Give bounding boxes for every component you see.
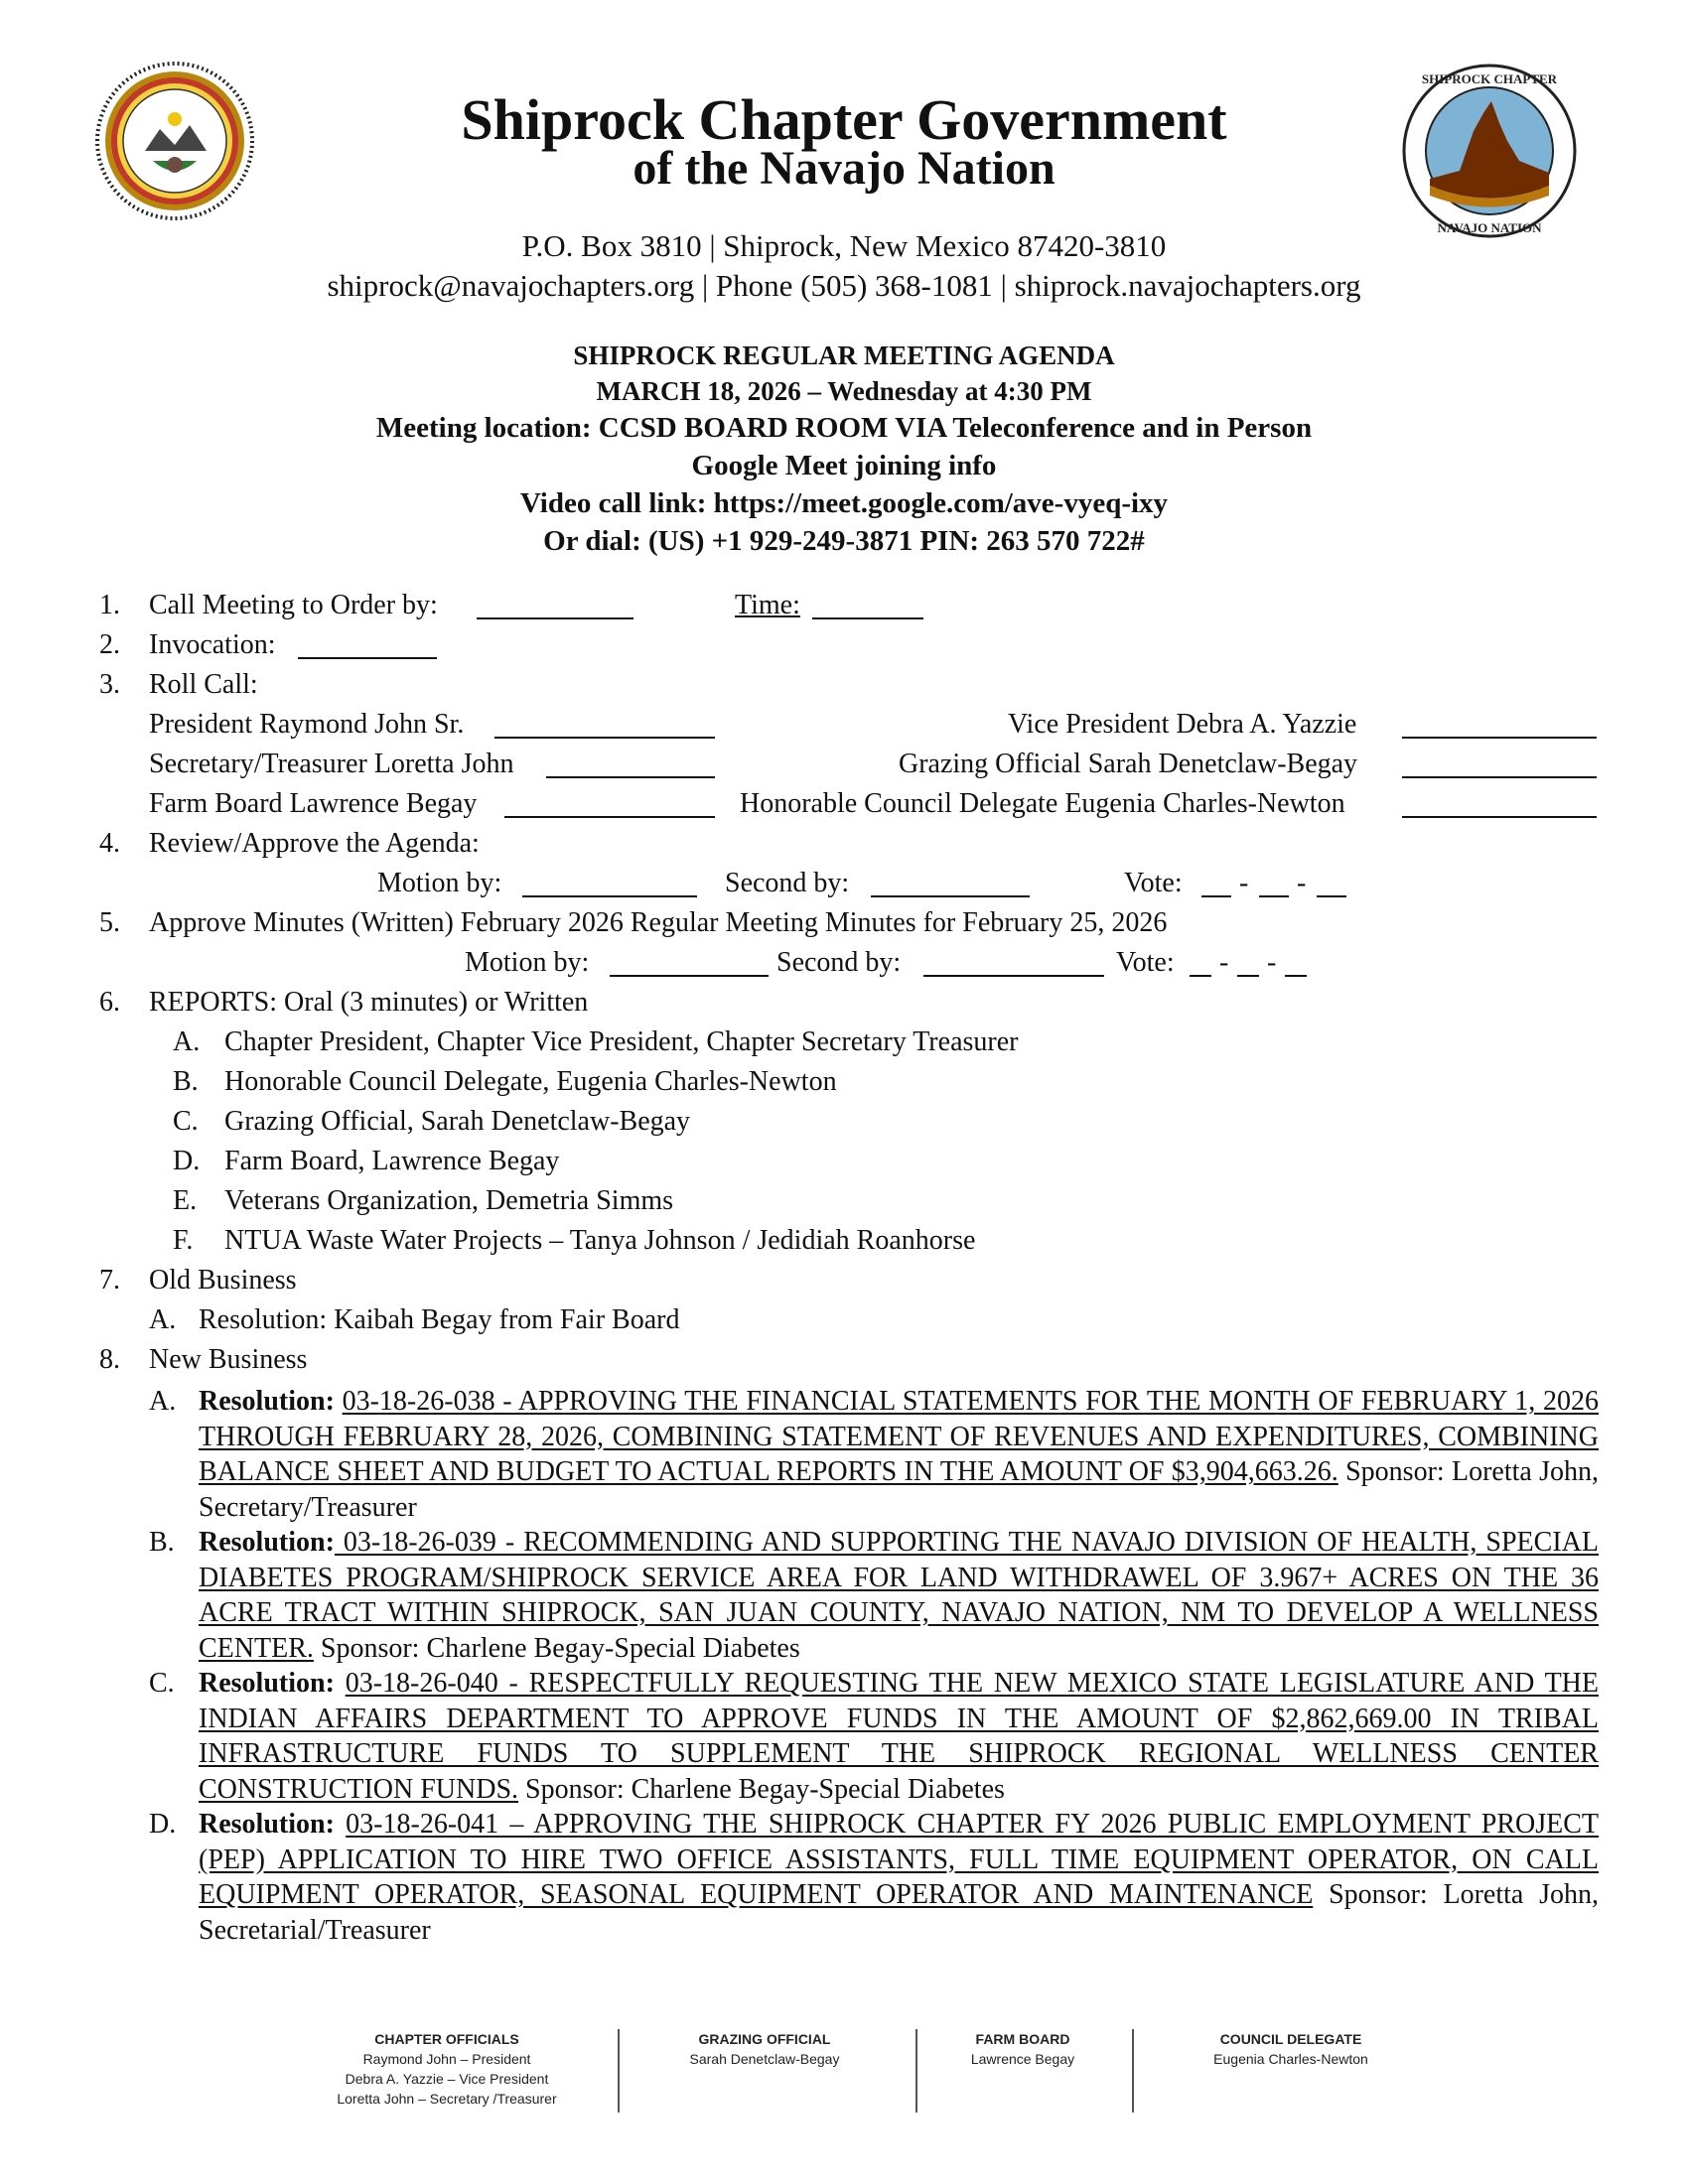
- old-business-text: Resolution: Kaibah Begay from Fair Board: [199, 1304, 680, 1335]
- roll-vice-president: Vice President Debra A. Yazzie: [1008, 709, 1357, 740]
- report-letter: D.: [173, 1146, 201, 1176]
- report-text: Honorable Council Delegate, Eugenia Charles-Newton: [224, 1066, 837, 1097]
- resolution-label: Resolution:: [199, 1668, 335, 1699]
- footer-heading: CHAPTER OFFICIALS: [374, 2031, 519, 2047]
- agenda-title: SHIPROCK REGULAR MEETING AGENDA: [573, 341, 1115, 370]
- item-number: 6.: [99, 987, 120, 1018]
- roll-call-row-2: [99, 745, 1599, 784]
- report-letter: F.: [173, 1225, 194, 1256]
- dial-in-info: Or dial: (US) +1 929-249-3871 PIN: 263 570 722#: [543, 525, 1145, 557]
- roll-farm-board: Farm Board Lawrence Begay: [149, 788, 478, 819]
- svg-text:SHIPROCK CHAPTER: SHIPROCK CHAPTER: [1421, 71, 1558, 86]
- footer-farm-board: [923, 2029, 1122, 2069]
- vote-label: Vote:: [1124, 868, 1183, 898]
- motion-blank: [610, 949, 769, 977]
- resolution-item: [99, 1384, 1599, 1525]
- footer-grazing-official: [635, 2029, 894, 2069]
- roll-blank: [546, 751, 715, 778]
- second-by-label: Second by:: [776, 947, 902, 978]
- roll-blank: [1402, 790, 1597, 818]
- resolution-label: Resolution:: [199, 1527, 335, 1558]
- vote-blank: [1237, 949, 1259, 977]
- resolution-label: Resolution:: [199, 1809, 335, 1840]
- report-item: [173, 1023, 1018, 1062]
- meet-info-label: Google Meet joining info: [691, 450, 997, 481]
- footer-name: Sarah Denetclaw-Begay: [689, 2051, 840, 2067]
- report-letter: C.: [173, 1106, 199, 1137]
- report-text: Farm Board, Lawrence Begay: [224, 1146, 560, 1176]
- item-number: 5.: [99, 907, 120, 938]
- item-5-motion-row: Motion by: Second by: Vote: - -: [99, 943, 1599, 983]
- agenda-date: MARCH 18, 2026 – Wednesday at 4:30 PM: [596, 376, 1092, 406]
- item-4-motion-row: Motion by: Second by: Vote: - -: [99, 864, 1599, 903]
- item-number: 7.: [99, 1265, 120, 1296]
- svg-text:NAVAJO NATION: NAVAJO NATION: [1437, 220, 1542, 235]
- footer-official: Debra A. Yazzie – Vice President: [345, 2071, 549, 2087]
- resolution-item: [99, 1525, 1599, 1666]
- vote-blank: [1259, 870, 1289, 897]
- resolution-item: [99, 1807, 1599, 1948]
- item-label: New Business: [149, 1344, 308, 1375]
- item-label: Old Business: [149, 1265, 297, 1296]
- old-business-item: [149, 1300, 679, 1340]
- agenda-heading-block: [0, 338, 1688, 560]
- resolution-letter: C.: [149, 1668, 175, 1699]
- roll-president: President Raymond John Sr.: [149, 709, 465, 740]
- report-text: Chapter President, Chapter Vice President, Chapter Secretary Treasurer: [224, 1026, 1019, 1057]
- resolution-item: [99, 1666, 1599, 1807]
- footer-name: Lawrence Begay: [970, 2051, 1075, 2067]
- footer-heading: GRAZING OFFICIAL: [698, 2031, 831, 2047]
- resolution-body: 03-18-26-041 – APPROVING THE SHIPROCK CHAPTER FY 2026 PUBLIC EMPLOYMENT PROJECT (PEP) APPLICATION TO HIRE TWO OFFICE ASSISTANTS, FULL TIME EQUIPMENT OPERATOR, ON CALL EQUIPMENT OPERATOR, SEASONAL EQUIPMENT OPERATOR AND MAINTENANCE: [199, 1809, 1599, 1910]
- report-text: Grazing Official, Sarah Denetclaw-Begay: [224, 1106, 691, 1137]
- letterhead-title: Shiprock Chapter Government: [461, 87, 1227, 152]
- vote-blank: [1190, 949, 1211, 977]
- resolution-sponsor: Sponsor: Charlene Begay-Special Diabetes: [313, 1632, 800, 1664]
- resolution-letter: B.: [149, 1527, 175, 1558]
- item-label: Call Meeting to Order by:: [149, 590, 438, 620]
- motion-by-label: Motion by:: [465, 947, 590, 978]
- resolution-label: Resolution:: [199, 1386, 335, 1417]
- vote-blank: [1285, 949, 1307, 977]
- invocation-blank: [298, 631, 437, 659]
- roll-call-row-3: [99, 784, 1599, 824]
- resolution-sponsor: Sponsor: Charlene Begay-Special Diabetes: [518, 1773, 1005, 1805]
- footer-divider: [1132, 2029, 1134, 2113]
- roll-blank: [504, 790, 715, 818]
- roll-blank: [1402, 711, 1597, 739]
- resolution-letter: A.: [149, 1386, 177, 1417]
- item-number: 4.: [99, 828, 120, 859]
- resolution-sponsor: Sponsor: Loretta John, Secretarial/Treasurer: [199, 1879, 1599, 1946]
- item-label: REPORTS: Oral (3 minutes) or Written: [149, 987, 589, 1018]
- motion-blank: [522, 870, 697, 897]
- second-blank: [871, 870, 1030, 897]
- item-number: 1.: [99, 590, 120, 620]
- item-label: Roll Call:: [149, 669, 258, 700]
- item-number: 8.: [99, 1344, 120, 1375]
- time-blank: [812, 592, 923, 619]
- footer-name: Eugenia Charles-Newton: [1213, 2051, 1368, 2067]
- report-item: [173, 1102, 690, 1142]
- footer-divider: [618, 2029, 620, 2113]
- second-blank: [923, 949, 1104, 977]
- letterhead-contact: shiprock@navajochapters.org | Phone (505) 368-1081 | shiprock.navajochapters.org: [327, 268, 1361, 303]
- resolution-body: 03-18-26-040 - RESPECTFULLY REQUESTING THE NEW MEXICO STATE LEGISLATURE AND THE INDIAN AFFAIRS DEPARTMENT TO APPROVE FUNDS IN THE AMOUNT OF $2,862,669.00 IN TRIBAL INFRASTRUCTURE FUNDS TO SUPPLEMENT THE SHIPROCK REGIONAL WELLNESS CENTER CONSTRUCTION FUNDS.: [199, 1668, 1600, 1805]
- letterhead-address: P.O. Box 3810 | Shiprock, New Mexico 87420-3810: [521, 228, 1167, 263]
- report-letter: B.: [173, 1066, 199, 1097]
- footer-council-delegate: [1152, 2029, 1430, 2069]
- old-business-letter: A.: [149, 1304, 177, 1335]
- motion-by-label: Motion by:: [377, 868, 502, 898]
- roll-blank: [494, 711, 715, 739]
- report-item: [173, 1062, 837, 1102]
- roll-call-row-1: [99, 705, 1599, 745]
- time-label: Time:: [735, 590, 800, 620]
- item-label: Review/Approve the Agenda:: [149, 828, 480, 859]
- resolution-body: 03-18-26-038 - APPROVING THE FINANCIAL STATEMENTS FOR THE MONTH OF FEBRUARY 1, 2026 THROUGH FEBRUARY 28, 2026, COMBINING STATEMENT OF REVENUES AND EXPENDITURES, COMBINING BALANCE SHEET AND BUDGET TO ACTUAL REPORTS IN THE AMOUNT OF $3,904,663.26.: [199, 1386, 1600, 1487]
- roll-secretary: Secretary/Treasurer Loretta John: [149, 749, 514, 779]
- roll-blank: [1402, 751, 1597, 778]
- second-by-label: Second by:: [725, 868, 850, 898]
- footer-official: Raymond John – President: [362, 2051, 531, 2067]
- report-item: [173, 1181, 673, 1221]
- report-text: Veterans Organization, Demetria Simms: [224, 1185, 674, 1216]
- vote-blank: [1201, 870, 1231, 897]
- call-to-order-blank: [477, 592, 633, 619]
- letterhead-subtitle: of the Navajo Nation: [633, 142, 1055, 195]
- video-call-link[interactable]: Video call link: https://meet.google.com/ave-vyeq-ixy: [519, 487, 1169, 519]
- agenda-location: Meeting location: CCSD BOARD ROOM VIA Teleconference and in Person: [375, 412, 1313, 444]
- report-letter: E.: [173, 1185, 198, 1216]
- item-number: 2.: [99, 629, 120, 660]
- report-letter: A.: [173, 1026, 201, 1057]
- resolution-body: 03-18-26-039 - RECOMMENDING AND SUPPORTING THE NAVAJO DIVISION OF HEALTH, SPECIAL DIABETES PROGRAM/SHIPROCK SERVICE AREA FOR LAND WITHDRAWEL OF 3.967+ ACRES ON THE 36 ACRE TRACT WITHIN SHIPROCK, SAN JUAN COUNTY, NAVAJO NATION, NM TO DEVELOP A WELLNESS CENTER.: [199, 1527, 1599, 1664]
- vote-label: Vote:: [1116, 947, 1175, 978]
- report-text: NTUA Waste Water Projects – Tanya Johnson / Jedidiah Roanhorse: [224, 1225, 976, 1256]
- item-label: Approve Minutes (Written) February 2026 Regular Meeting Minutes for February 25, 2026: [149, 907, 1168, 938]
- footer-official: Loretta John – Secretary /Treasurer: [337, 2091, 557, 2107]
- footer-divider: [915, 2029, 917, 2113]
- resolution-letter: D.: [149, 1809, 177, 1840]
- report-item: [173, 1221, 975, 1261]
- footer-chapter-officials: [248, 2029, 645, 2109]
- item-label: Invocation:: [149, 629, 276, 660]
- report-item: [173, 1142, 559, 1181]
- footer-heading: COUNCIL DELEGATE: [1219, 2031, 1362, 2047]
- footer-heading: FARM BOARD: [975, 2031, 1070, 2047]
- resolution-sponsor: Sponsor: Loretta John, Secretary/Treasurer: [199, 1456, 1600, 1523]
- roll-council: Honorable Council Delegate Eugenia Charles-Newton: [740, 788, 1345, 819]
- item-number: 3.: [99, 669, 120, 700]
- vote-blank: [1317, 870, 1346, 897]
- roll-grazing: Grazing Official Sarah Denetclaw-Begay: [899, 749, 1358, 779]
